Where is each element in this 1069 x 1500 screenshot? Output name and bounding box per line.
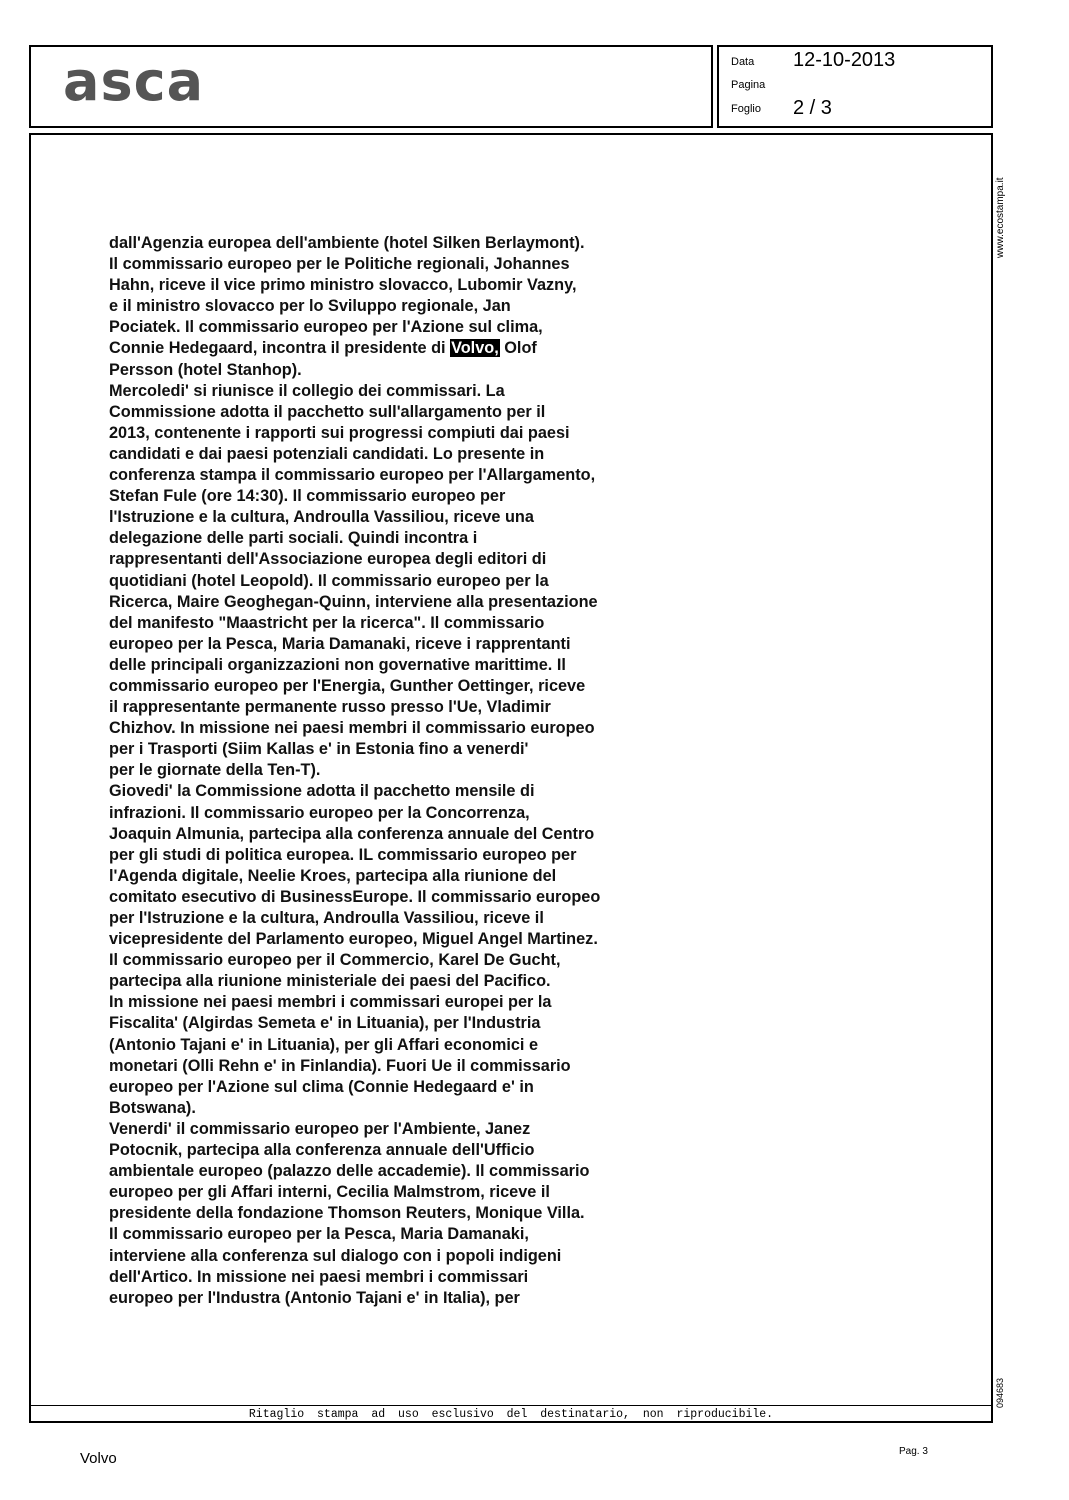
article-line-text: vicepresidente del Parlamento europeo, Miguel Angel Martinez.: [109, 930, 598, 949]
sheet-label: Foglio: [731, 103, 761, 115]
article-line: [109, 1182, 669, 1203]
article-line: [109, 971, 669, 992]
article-line-text: Mercoledi' si riunisce il collegio dei commissari. La: [109, 381, 505, 400]
sheet-value: 2 / 3: [793, 97, 832, 119]
article-line: [109, 381, 669, 402]
article-line-text: per i Trasporti (Siim Kallas e' in Estonia fino a venerdi': [109, 740, 529, 759]
article-line-text: partecipa alla riunione ministeriale dei paesi del Pacifico.: [109, 972, 551, 991]
info-box: [717, 45, 993, 128]
article-line: [109, 1267, 669, 1288]
article-line-text: per gli studi di politica europea. IL commissario europeo per: [109, 845, 577, 864]
article-line-text: Botswana).: [109, 1098, 196, 1117]
article-line-text: europeo per l'Industra (Antonio Tajani e' in Italia), per: [109, 1288, 520, 1307]
article-line: [109, 1056, 669, 1077]
article-line-text: commissario europeo per l'Energia, Gunther Oettinger, riceve: [109, 676, 586, 695]
article-line-text: Giovedi' la Commissione adotta il pacchetto mensile di: [109, 782, 535, 801]
article-line-text: ambientale europeo (palazzo delle accademie). Il commissario: [109, 1162, 590, 1181]
article-line: [109, 296, 669, 317]
article-line: [109, 402, 669, 423]
article-line: [109, 697, 669, 718]
article-line: [109, 423, 669, 444]
article-line: [109, 1119, 669, 1140]
article-line: [109, 929, 669, 950]
article-line-text: Il commissario europeo per il Commercio, Karel De Gucht,: [109, 951, 561, 970]
article-line: [109, 613, 669, 634]
article-line-text: Commissione adotta il pacchetto sull'allargamento per il: [109, 402, 546, 421]
footer-divider: [31, 1405, 991, 1406]
article-line-text: conferenza stampa il commissario europeo per l'Allargamento,: [109, 466, 596, 485]
article-line: [109, 317, 669, 338]
article-line-text: e il ministro slovacco per lo Sviluppo regionale, Jan: [109, 297, 511, 316]
article-line-text: comitato esecutivo di BusinessEurope. Il commissario europeo: [109, 887, 601, 906]
article-line: [109, 338, 669, 359]
article-line: [109, 233, 669, 254]
article-line-text: l'Istruzione e la cultura, Androulla Vassiliou, riceve una: [109, 508, 534, 527]
ecostampa-url: www.ecostampa.it: [995, 177, 1006, 258]
article-line-text: europeo per gli Affari interni, Cecilia Malmstrom, riceve il: [109, 1183, 550, 1202]
article-line-text: Il commissario europeo per le Politiche regionali, Johannes: [109, 255, 570, 274]
article-line: [109, 718, 669, 739]
article-line-text: (Antonio Tajani e' in Lituania), per gli Affari economici e: [109, 1035, 539, 1054]
article-line-text: presidente della fondazione Thomson Reuters, Monique Villa.: [109, 1204, 585, 1223]
article-line: [109, 592, 669, 613]
article-line: [109, 845, 669, 866]
article-line-text: europeo per la Pesca, Maria Damanaki, riceve i rapprentanti: [109, 634, 571, 653]
article-line-text: dell'Artico. In missione nei paesi membri i commissari: [109, 1267, 529, 1286]
article-line-text: interviene alla conferenza sul dialogo con i popoli indigeni: [109, 1246, 562, 1265]
article-line-text: 2013, contenente i rapporti sui progressi compiuti dai paesi: [109, 423, 570, 442]
disclaimer-text: Ritaglio stampa ad uso esclusivo del destinatario, non riproducibile.: [248, 1408, 774, 1421]
article-line-text: infrazioni. Il commissario europeo per la Concorrenza,: [109, 803, 530, 822]
article-line-continuation: Olof: [499, 339, 537, 358]
article-line: [109, 824, 669, 845]
article-line-text: Potocnik, partecipa alla conferenza annuale dell'Ufficio: [109, 1141, 535, 1160]
article-line: [109, 444, 669, 465]
article-line-text: Il commissario europeo per la Pesca, Maria Damanaki,: [109, 1225, 529, 1244]
article-line-text: rappresentanti dell'Associazione europea degli editori di: [109, 550, 547, 569]
article-line: [109, 1288, 669, 1309]
date-label: Data: [731, 56, 755, 68]
article-line-text: europeo per l'Azione sul clima (Connie Hedegaard e' in: [109, 1077, 534, 1096]
article-line: [109, 634, 669, 655]
masthead-box: [29, 45, 713, 128]
article-line: [109, 992, 669, 1013]
keyword-label: Volvo: [80, 1450, 117, 1467]
article-line-text: l'Agenda digitale, Neelie Kroes, partecipa alla riunione del: [109, 866, 557, 885]
article-line: [109, 1140, 669, 1161]
article-line: [109, 781, 669, 802]
article-line-text: monetari (Olli Rehn e' in Finlandia). Fuori Ue il commissario: [109, 1056, 571, 1075]
article-line: [109, 1161, 669, 1182]
article-line: [109, 866, 669, 887]
clipping-code: 094683: [995, 1377, 1005, 1408]
article-line: [109, 676, 669, 697]
article-line: [109, 1246, 669, 1267]
article-line-text: In missione nei paesi membri i commissari europei per la: [109, 993, 552, 1012]
article-line: [109, 549, 669, 570]
article-line: [109, 1035, 669, 1056]
article-line-text: Hahn, riceve il vice primo ministro slovacco, Lubomir Vazny,: [109, 276, 577, 295]
article-line: [109, 486, 669, 507]
article-line: [109, 528, 669, 549]
publication-logo: asca: [63, 50, 205, 113]
article-line-text: Stefan Fule (ore 14:30). Il commissario europeo per: [109, 487, 506, 506]
article-line-text: Persson (hotel Stanhop).: [109, 360, 302, 379]
highlighted-keyword: Volvo,: [451, 339, 499, 358]
article-line: [109, 1077, 669, 1098]
article-line-text: per l'Istruzione e la cultura, Androulla Vassiliou, riceve il: [109, 909, 544, 927]
page-label: Pagina: [731, 79, 766, 91]
article-line-text: Pociatek. Il commissario europeo per l'Azione sul clima,: [109, 318, 543, 337]
article-line: [109, 571, 669, 592]
article-line-text: il rappresentante permanente russo presso l'Ue, Vladimir: [109, 698, 551, 717]
article-line: [109, 360, 669, 381]
article-line-text: Connie Hedegaard, incontra il presidente di: [109, 339, 451, 358]
article-line: [109, 1013, 669, 1034]
article-line: [109, 1224, 669, 1245]
article-line-text: candidati e dai paesi potenziali candidati. Lo presente in: [109, 444, 545, 463]
article-line: [109, 908, 669, 929]
article-line: [109, 1098, 669, 1119]
date-value: 12-10-2013: [793, 49, 896, 71]
article-line: [109, 887, 669, 908]
article-line: [109, 739, 669, 760]
article-line-text: quotidiani (hotel Leopold). Il commissario europeo per la: [109, 571, 549, 590]
article-line: [109, 465, 669, 486]
article-line-text: Venerdi' il commissario europeo per l'Ambiente, Janez: [109, 1119, 531, 1138]
article-line-text: delle principali organizzazioni non governative marittime. Il: [109, 655, 566, 674]
article-line-text: Ricerca, Maire Geoghegan-Quinn, interviene alla presentazione: [109, 592, 598, 611]
article-line: [109, 760, 669, 781]
article-line: [109, 803, 669, 824]
article-line: [109, 507, 669, 528]
article-body: [109, 233, 669, 1309]
article-line: [109, 275, 669, 296]
article-line: [109, 254, 669, 275]
article-line-text: per le giornate della Ten-T).: [109, 761, 321, 780]
article-line-text: Chizhov. In missione nei paesi membri il commissario europeo: [109, 719, 595, 738]
article-line: [109, 950, 669, 971]
article-line: [109, 655, 669, 676]
article-line: [109, 1203, 669, 1224]
page-number: Pag. 3: [899, 1446, 928, 1457]
article-line-text: Fiscalita' (Algirdas Semeta e' in Lituania), per l'Industria: [109, 1014, 541, 1033]
article-line-text: delegazione delle parti sociali. Quindi incontra i: [109, 529, 478, 548]
article-line-text: del manifesto "Maastricht per la ricerca". Il commissario: [109, 613, 545, 632]
article-line-text: dall'Agenzia europea dell'ambiente (hotel Silken Berlaymont).: [109, 234, 585, 252]
article-line-text: Joaquin Almunia, partecipa alla conferenza annuale del Centro: [109, 824, 595, 843]
